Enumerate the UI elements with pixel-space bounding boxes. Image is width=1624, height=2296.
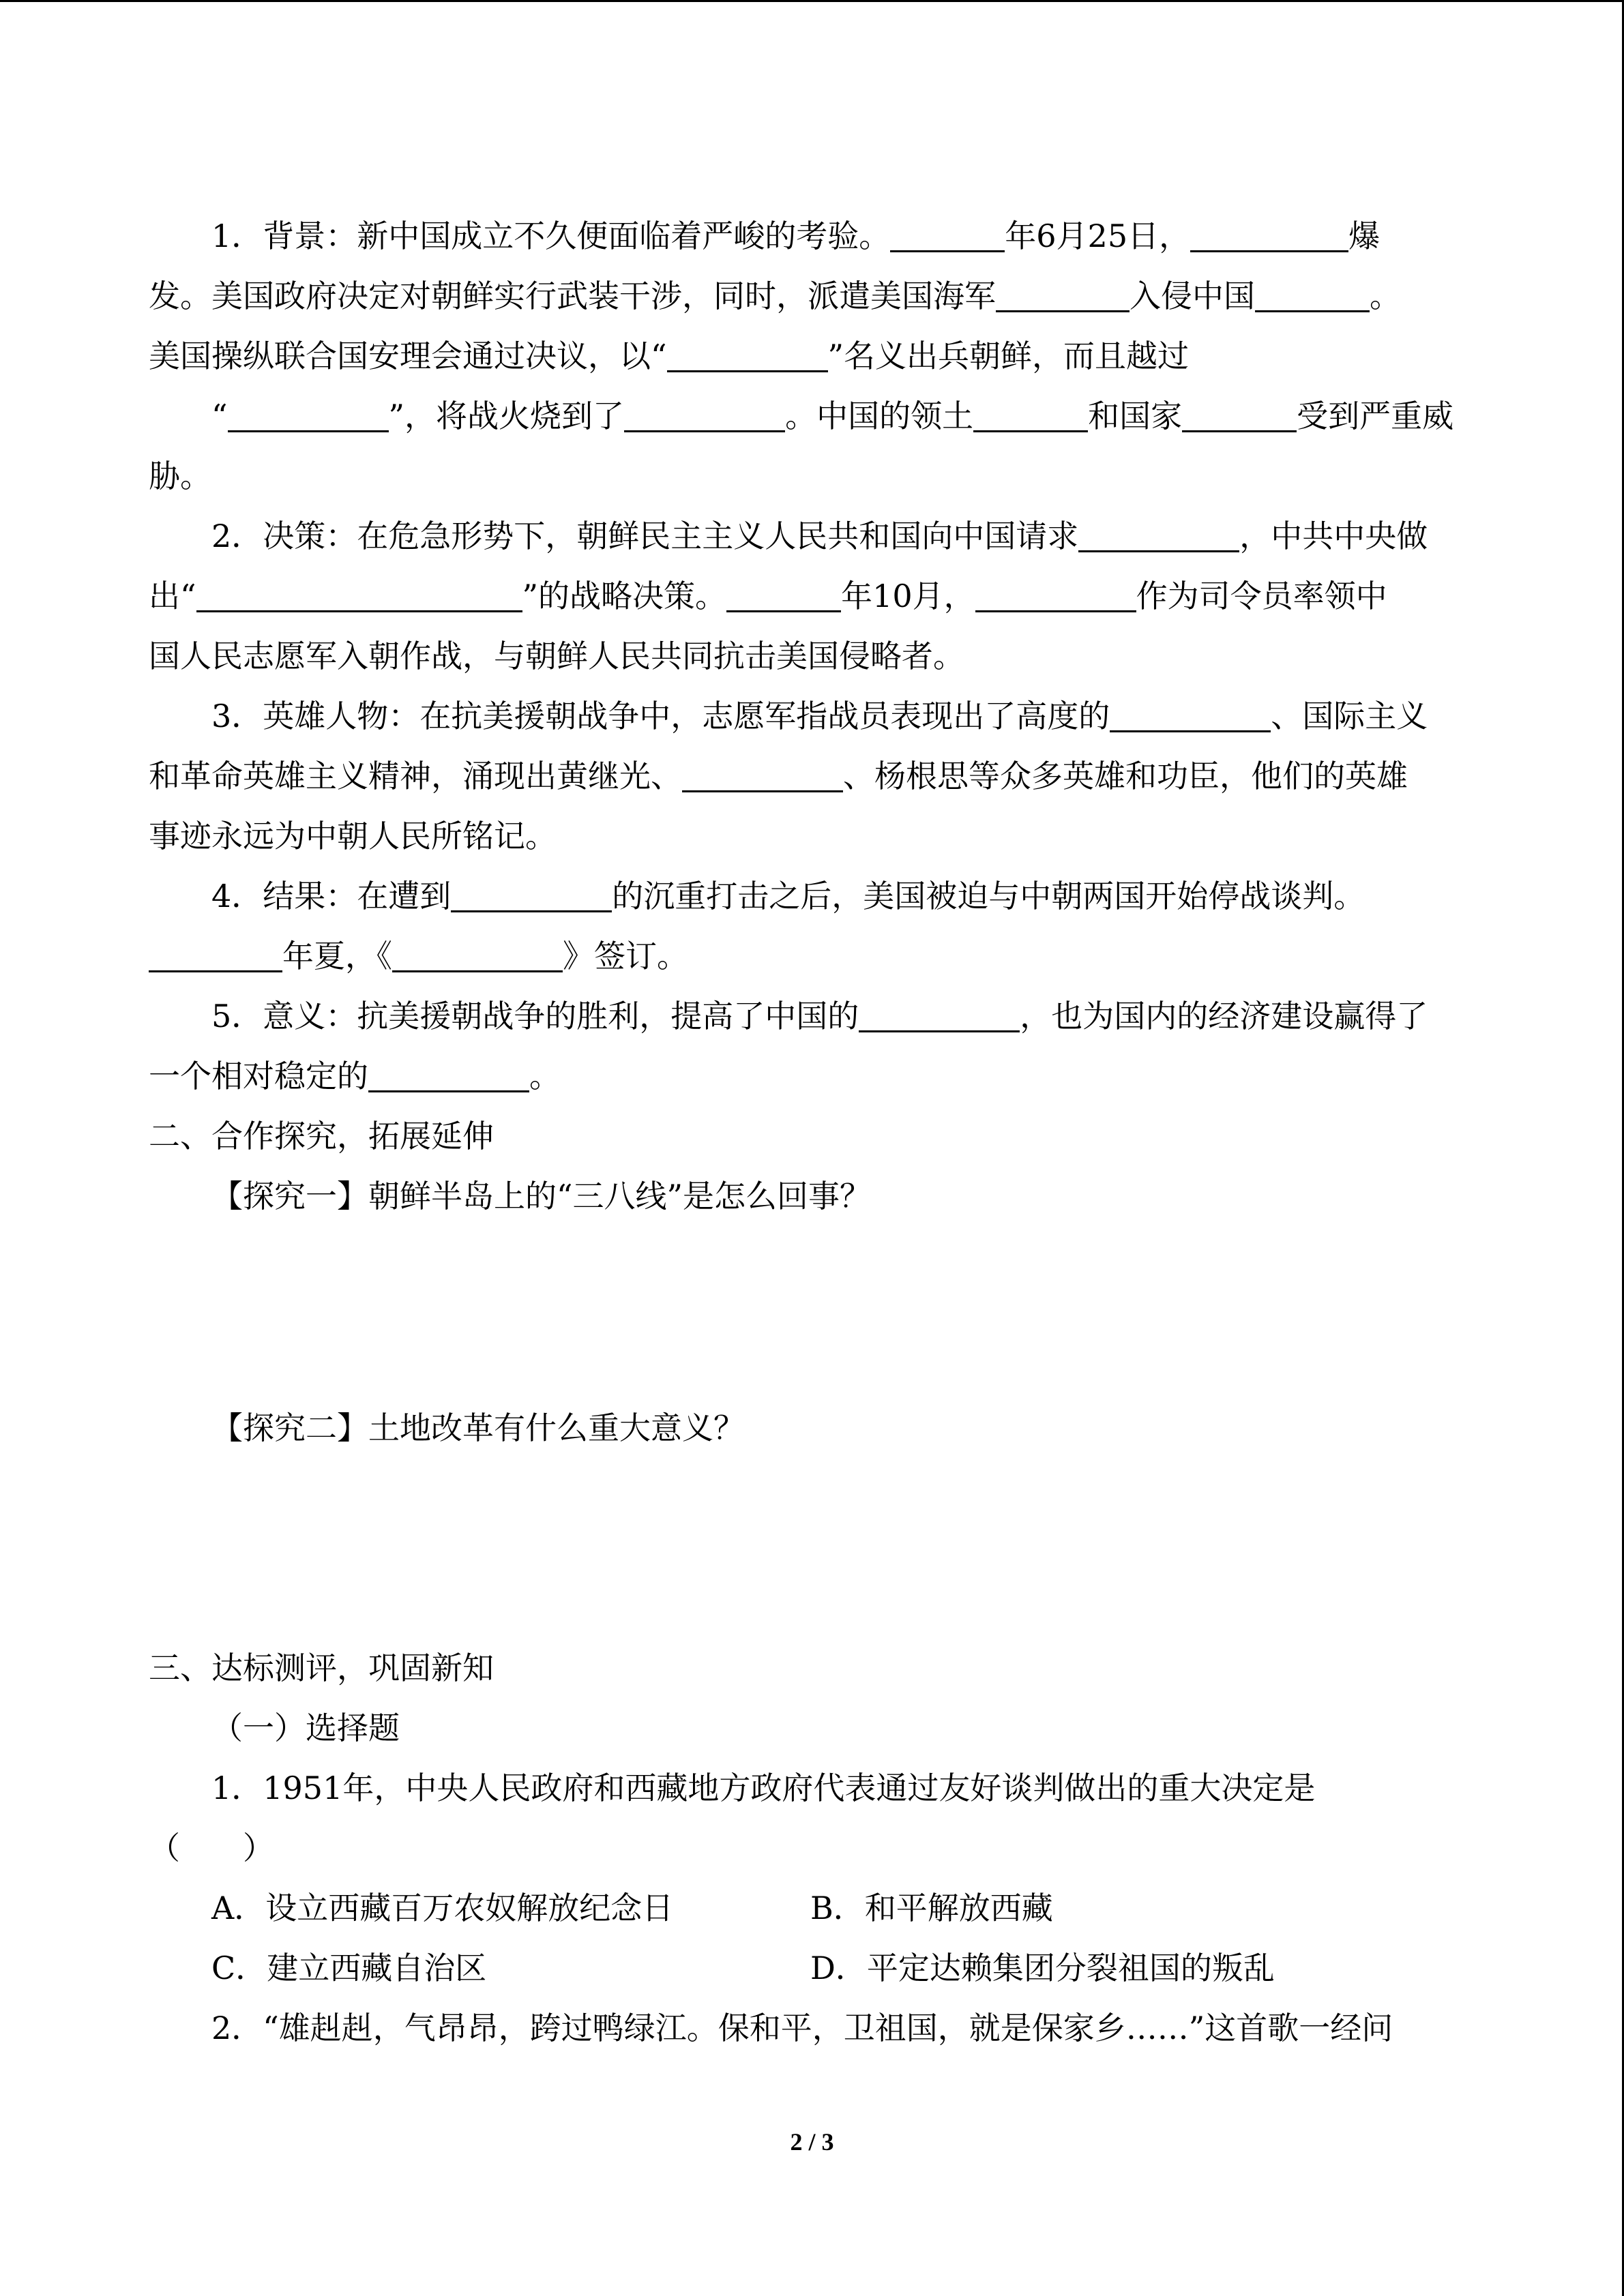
text: 年10月， [841, 578, 975, 614]
text: 作为司令员率领中 [1136, 578, 1387, 614]
q2-line1 [149, 506, 1480, 566]
mc1-options-row1 [149, 1878, 1480, 1938]
blank-request[interactable] [1078, 512, 1239, 552]
blank-river[interactable] [624, 392, 785, 432]
text: 爆 [1348, 218, 1381, 254]
answer-space-2[interactable] [149, 1458, 1480, 1638]
option-b[interactable]: B．和平解放西藏 [810, 1890, 1053, 1926]
top-border [0, 0, 1624, 2]
text: 和革命英雄主义精神，涌现出黄继光、 [149, 758, 682, 794]
text: ，也为国内的经济建设赢得了 [1020, 998, 1428, 1034]
blank-agreement[interactable] [392, 932, 563, 972]
text: 。 [529, 1058, 561, 1094]
text: 、杨根思等众多英雄和功臣，他们的英雄 [843, 758, 1408, 794]
worksheet-page [149, 206, 1480, 2058]
text: 国人民志愿军入朝作战，与朝鲜人民共同抗击美国侵略者。 [149, 638, 964, 674]
text: 受到严重威 [1297, 398, 1454, 434]
q1-line5 [149, 446, 1480, 506]
blank-force[interactable] [451, 872, 612, 912]
text: 》签订。 [563, 938, 688, 974]
section2-title: 二、合作探究，拓展延伸 [149, 1118, 494, 1154]
text: ”，将战火烧到了 [388, 398, 625, 434]
text: 美国操纵联合国安理会通过决议，以“ [149, 338, 667, 374]
text: “ [211, 398, 228, 434]
blank-year[interactable] [149, 932, 282, 972]
text: 和国家 [1088, 398, 1183, 434]
q3-line1 [149, 686, 1480, 746]
option-a[interactable]: A．设立西藏百万农奴解放纪念日 [211, 1890, 674, 1926]
text: 3．英雄人物：在抗美援朝战争中，志愿军指战员表现出了高度的 [211, 698, 1110, 734]
option-c[interactable]: C．建立西藏自治区 [211, 1950, 487, 1986]
blank-line[interactable] [228, 392, 389, 432]
q3-line3 [149, 806, 1480, 866]
text: 1．背景：新中国成立不久便面临着严峻的考验。 [211, 218, 891, 254]
q1-line1 [149, 206, 1480, 266]
blank-decision[interactable] [196, 572, 522, 612]
text: 胁。 [149, 458, 211, 494]
blank-year[interactable] [726, 572, 841, 612]
blank-commander[interactable] [975, 572, 1136, 612]
text: 5．意义：抗美援朝战争的胜利，提高了中国的 [211, 998, 859, 1034]
blank-place[interactable] [1255, 272, 1370, 312]
text: 2．决策：在危急形势下，朝鲜民主主义人民共和国向中国请求 [211, 518, 1079, 554]
blank-environment[interactable] [368, 1052, 529, 1092]
blank-status[interactable] [859, 992, 1020, 1032]
mc1-paren[interactable]: （ ） [149, 1830, 274, 1866]
section3-subtitle: （一）选择题 [211, 1710, 400, 1746]
text: ”名义出兵朝鲜，而且越过 [827, 338, 1190, 374]
q1-line4 [149, 386, 1480, 446]
answer-space-1[interactable] [149, 1226, 1480, 1398]
mc2-stem: 2．“雄赳赳，气昂昂，跨过鸭绿江。保和平，卫祖国，就是保家乡……”这首歌一经问 [211, 2010, 1393, 2046]
text: 出“ [149, 578, 196, 614]
text: 年6月25日， [1005, 218, 1191, 254]
text: ，中共中央做 [1239, 518, 1428, 554]
blank-year[interactable] [890, 212, 1005, 252]
section3-title: 三、达标测评，巩固新知 [149, 1650, 494, 1686]
blank-spirit[interactable] [1110, 692, 1271, 732]
text: 入侵中国 [1130, 278, 1255, 314]
q1-line3 [149, 326, 1480, 386]
q2-line2 [149, 566, 1480, 626]
blank-hero[interactable] [682, 752, 843, 792]
q4-line2 [149, 926, 1480, 986]
text: 事迹永远为中朝人民所铭记。 [149, 818, 557, 854]
q5-line1 [149, 986, 1480, 1046]
explore1-question: 【探究一】朝鲜半岛上的“三八线”是怎么回事？ [211, 1178, 872, 1214]
text: 。 [1370, 278, 1401, 314]
blank-security[interactable] [1182, 392, 1297, 432]
text: 的沉重打击之后，美国被迫与中朝两国开始停战谈判。 [612, 878, 1365, 914]
q2-line3 [149, 626, 1480, 686]
option-d[interactable]: D．平定达赖集团分裂祖国的叛乱 [810, 1950, 1275, 1986]
blank-event[interactable] [1190, 212, 1348, 252]
blank-fleet[interactable] [996, 272, 1130, 312]
text: 。中国的领土 [785, 398, 974, 434]
text: 4．结果：在遭到 [211, 878, 452, 914]
text: 一个相对稳定的 [149, 1058, 368, 1094]
blank-territory[interactable] [973, 392, 1088, 432]
q4-line1 [149, 866, 1480, 926]
q5-line2 [149, 1046, 1480, 1106]
q1-line2 [149, 266, 1480, 326]
explore2-question: 【探究二】土地改革有什么重大意义？ [211, 1410, 745, 1446]
text: 、国际主义 [1271, 698, 1428, 734]
page-number: 2 / 3 [790, 2128, 834, 2156]
q3-line2 [149, 746, 1480, 806]
text: ”的战略决策。 [522, 578, 727, 614]
text: 发。美国政府决定对朝鲜实行武装干涉，同时，派遣美国海军 [149, 278, 996, 314]
text: 年夏，《 [282, 938, 392, 974]
mc1-stem: 1．1951年，中央人民政府和西藏地方政府代表通过友好谈判做出的重大决定是 [211, 1770, 1316, 1806]
blank-name[interactable] [667, 332, 828, 372]
mc1-options-row2 [149, 1938, 1480, 1998]
